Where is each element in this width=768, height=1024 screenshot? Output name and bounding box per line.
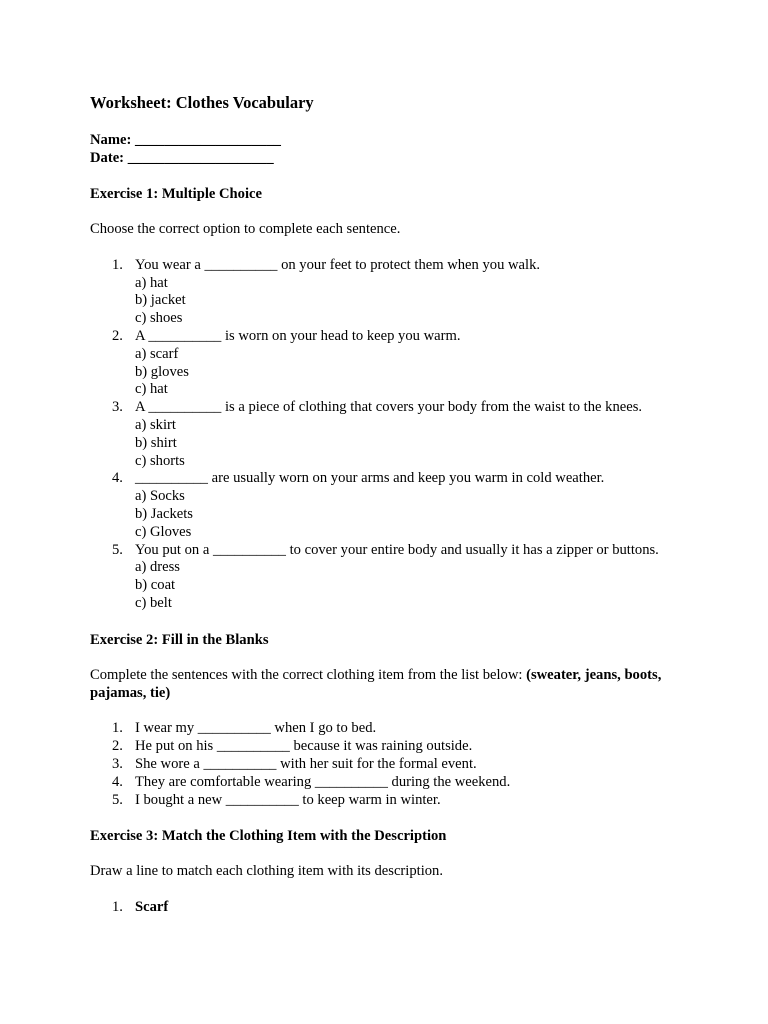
option: c) shorts	[135, 452, 185, 469]
item-number: 3.	[112, 399, 123, 416]
exercise3-instructions: Draw a line to match each clothing item with its description.	[90, 863, 443, 880]
option: a) scarf	[135, 345, 179, 362]
option: a) hat	[135, 274, 168, 291]
exercise1-question-list	[90, 257, 690, 613]
date-blank: ____________________	[127, 150, 274, 166]
exercise3-heading: Exercise 3: Match the Clothing Item with the Description	[90, 828, 447, 845]
exercise2-item-list	[90, 720, 690, 809]
exercise3-item-list	[90, 899, 690, 917]
option: c) hat	[135, 381, 168, 398]
question-text: A __________ is a piece of clothing that covers your body from the waist to the knees.	[135, 399, 643, 416]
clothing-item-term: Scarf	[135, 899, 169, 916]
item-number: 5.	[112, 541, 123, 558]
sentence-text: I bought a new __________ to keep warm in winter.	[135, 791, 441, 808]
worksheet-title: Worksheet: Clothes Vocabulary	[90, 93, 314, 112]
name-blank: ____________________	[135, 132, 281, 148]
question-text: You put on a __________ to cover your entire body and usually it has a zipper or buttons.	[135, 541, 659, 558]
name-label: Name:	[90, 132, 132, 148]
exercise2-instructions-text: Complete the sentences with the correct clothing item from the list below:	[90, 666, 523, 683]
exercise2-instructions	[90, 667, 690, 703]
item-number: 4.	[112, 470, 123, 487]
list-item	[90, 399, 690, 470]
question-text: A __________ is worn on your head to keep you warm.	[135, 327, 461, 344]
option: b) gloves	[135, 363, 189, 380]
option: b) coat	[135, 577, 176, 594]
option: a) Socks	[135, 488, 185, 505]
question-text: You wear a __________ on your feet to protect them when you walk.	[135, 256, 541, 273]
list-item	[90, 542, 690, 613]
list-item	[90, 792, 690, 810]
name-line	[90, 131, 690, 149]
list-item	[90, 756, 690, 774]
option: b) Jackets	[135, 505, 193, 522]
option: a) dress	[135, 559, 180, 576]
exercise2-heading: Exercise 2: Fill in the Blanks	[90, 631, 269, 648]
item-number: 5.	[112, 791, 123, 808]
sentence-text: He put on his __________ because it was raining outside.	[135, 738, 473, 755]
sentence-text: She wore a __________ with her suit for the formal event.	[135, 755, 477, 772]
item-number: 1.	[112, 720, 123, 737]
date-line	[90, 149, 690, 167]
date-label: Date:	[90, 150, 125, 166]
list-item	[90, 328, 690, 399]
list-item	[90, 738, 690, 756]
item-number: 1.	[112, 256, 123, 273]
list-item	[90, 720, 690, 738]
sentence-text: I wear my __________ when I go to bed.	[135, 720, 377, 737]
list-item	[90, 774, 690, 792]
option: b) shirt	[135, 434, 177, 451]
name-date-block	[90, 131, 690, 167]
item-number: 3.	[112, 755, 123, 772]
exercise1-instructions: Choose the correct option to complete each sentence.	[90, 221, 401, 237]
question-text: __________ are usually worn on your arms and keep you warm in cold weather.	[135, 470, 605, 487]
option: b) jacket	[135, 292, 186, 309]
item-number: 1.	[112, 899, 123, 916]
exercise2-word-list: (sweater, jeans, boots, pajamas, tie)	[90, 666, 662, 701]
list-item	[90, 257, 690, 328]
worksheet-content	[90, 93, 690, 917]
option: a) skirt	[135, 416, 176, 433]
item-number: 4.	[112, 773, 123, 790]
option: c) belt	[135, 594, 172, 611]
option: c) Gloves	[135, 523, 192, 540]
option: c) shoes	[135, 310, 183, 327]
sentence-text: They are comfortable wearing __________ during the weekend.	[135, 773, 511, 790]
list-item	[90, 470, 690, 541]
item-number: 2.	[112, 327, 123, 344]
exercise1-heading: Exercise 1: Multiple Choice	[90, 186, 262, 202]
list-item	[90, 899, 690, 917]
item-number: 2.	[112, 738, 123, 755]
